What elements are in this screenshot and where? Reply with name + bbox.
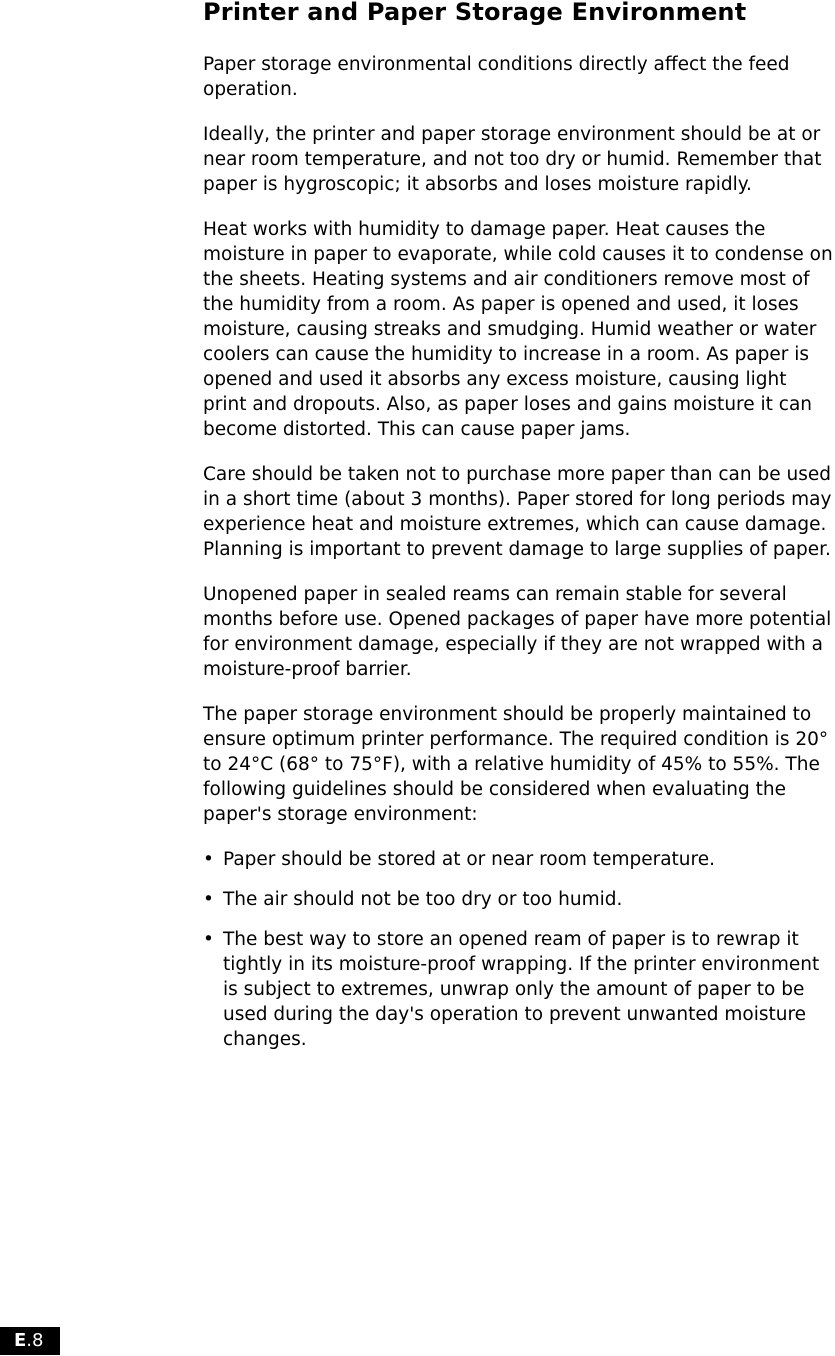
page-title: Printer and Paper Storage Environment bbox=[203, 0, 747, 26]
paragraph-purchase-care: Care should be taken not to purchase more paper than can be used in a short time (about 3 months). Paper stored for long periods may experience heat and moisture extremes, which can cause damage. Planning is important to prevent damage to large supplies of paper. bbox=[203, 464, 832, 560]
list-item bbox=[203, 927, 833, 1052]
page-number-badge bbox=[0, 1327, 60, 1355]
paragraph-heat-humidity: Heat works with humidity to damage paper. Heat causes the moisture in paper to evaporate, while cold causes it to condense on the sheets. Heating systems and air conditioners remove most of the humidity from a room. As paper is opened and used, it loses moisture, causing streaks and smudging. Humid weather or water coolers can cause the humidity to increase in a room. As paper is opened and used it absorbs any excess moisture, causing light print and dropouts. Also, as paper loses and gains moisture it can become distorted. This can cause paper jams. bbox=[203, 219, 833, 440]
bullet-icon: • bbox=[203, 889, 214, 910]
paragraph-unopened-paper: Unopened paper in sealed reams can remain stable for several months before use. Opened packages of paper have more potential for environment damage, especially if they are not wrapped with a moisture-proof barrier. bbox=[203, 584, 832, 680]
guidelines-list bbox=[203, 847, 833, 1052]
list-item-text: The best way to store an opened ream of paper is to rewrap it tightly in its moisture-proof wrapping. If the printer environment is subject to extremes, unwrap only the amount of paper to be used during the day's operation to prevent unwanted moisture changes. bbox=[223, 929, 820, 1050]
paragraph-required-condition: The paper storage environment should be properly maintained to ensure optimum printer performance. The required condition is 20° to 24°C (68° to 75°F), with a relative humidity of 45% to 55%. The following guidelines should be considered when evaluating the paper's storage environment: bbox=[203, 704, 829, 825]
bullet-icon: • bbox=[203, 849, 214, 870]
list-item bbox=[203, 847, 833, 872]
page-section-letter: E bbox=[14, 1330, 27, 1351]
page-separator: . bbox=[26, 1330, 33, 1351]
page-number: 8 bbox=[32, 1330, 44, 1351]
list-item-text: Paper should be stored at or near room temperature. bbox=[223, 849, 715, 870]
list-item-text: The air should not be too dry or too humid. bbox=[223, 889, 623, 910]
document-body bbox=[203, 52, 833, 1067]
paragraph-intro: Paper storage environmental conditions directly affect the feed operation. bbox=[203, 54, 790, 100]
bullet-icon: • bbox=[203, 929, 214, 950]
list-item bbox=[203, 887, 833, 912]
paragraph-ideal-environment: Ideally, the printer and paper storage environment should be at or near room temperature, and not too dry or humid. Remember that paper is hygroscopic; it absorbs and loses moisture rapidly. bbox=[203, 124, 822, 195]
